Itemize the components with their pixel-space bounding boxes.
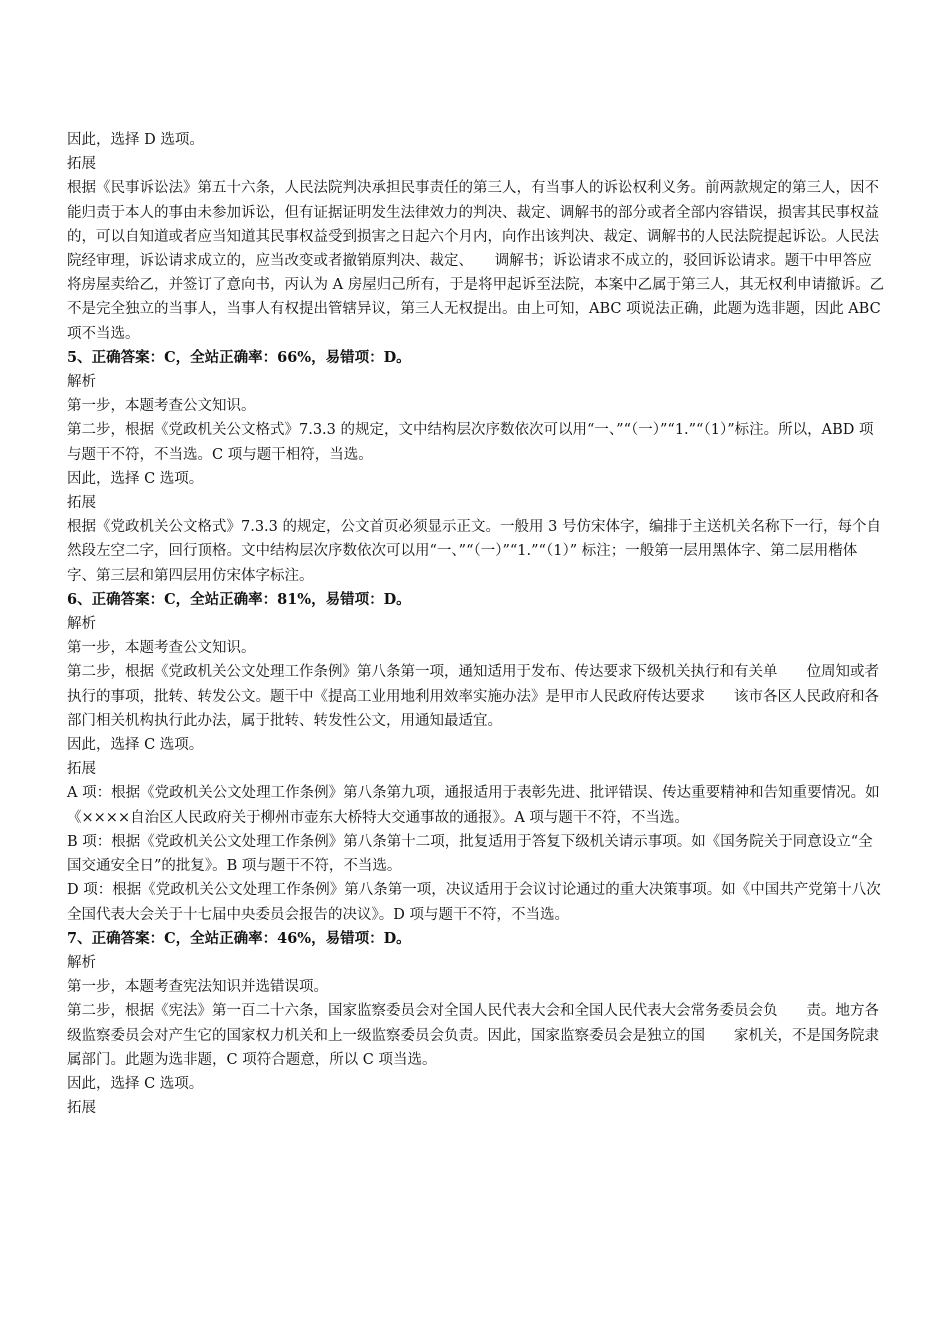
q7-analysis-label: 解析 [67,954,96,971]
section4-extension-label: 拓展 [67,156,96,173]
q6-step1: 第一步，本题考查公文知识。 [67,640,256,657]
q7-step1: 第一步，本题考查宪法知识并选错误项。 [67,979,328,996]
q6-answer-header: 6、正确答案：C，全站正确率：81%，易错项：D。 [67,590,411,608]
q6-conclusion: 因此，选择 C 选项。 [67,737,204,754]
q5-conclusion: 因此，选择 C 选项。 [67,470,204,487]
q6-extension-a: A 项：根据《党政机关公文处理工作条例》第八条第九项，通报适用于表彰先进、批评错误、传达重要精神和告知重要情况。如《××××自治区人民政府关于柳州市壶东大桥特大交通事故的通报》。A 项与题干不符，不当选。 [67,785,880,826]
q7-conclusion: 因此，选择 C 选项。 [67,1075,204,1092]
section4-conclusion: 因此，选择 D 选项。 [67,132,204,148]
q7-extension-label: 拓展 [67,1100,96,1117]
q5-analysis-label: 解析 [67,374,96,391]
q5-extension-text: 根据《党政机关公文格式》7.3.3 的规定，公文首页必须显示正文。一般用 3 号仿宋体字，编排于主送机关名称下一行，每个自然段左空二字，回行顶格。文中结构层次序数依次可以用“一、”“（一）”“1.”“（1）” 标注；一般第一层用黑体字、第二层用楷体字、第三层和第四层用仿宋体字标注。 [67,519,881,584]
q6-analysis-label: 解析 [67,616,96,633]
q7-answer-header: 7、正确答案：C，全站正确率：46%，易错项：D。 [67,929,411,947]
q7-step2: 第二步，根据《宪法》第一百二十六条，国家监察委员会对全国人民代表大会和全国人民代表大会常务委员会负 责。地方各级监察委员会对产生它的国家权力机关和上一级监察委员会负责。因此，国家监察委员会是独立的国 家机关，不是国务院隶属部门。此题为选非题，C 项符合题意，所以 C 项当选。 [67,1003,879,1068]
q5-extension-label: 拓展 [67,495,96,512]
q5-step2: 第二步，根据《党政机关公文格式》7.3.3 的规定，文中结构层次序数依次可以用“一、”“（一）”“1.”“（1）”标注。所以，ABD 项与题干不符，不当选。C 项与题干相符，当选。 [67,422,874,463]
document-page [67,128,885,1120]
q5-step1: 第一步，本题考查公文知识。 [67,398,256,415]
section4-extension-text: 根据《民事诉讼法》第五十六条，人民法院判决承担民事责任的第三人，有当事人的诉讼权利义务。前两款规定的第三人，因不能归责于本人的事由未参加诉讼，但有证据证明发生法律效力的判决、裁定、调解书的部分或者全部内容错误，损害其民事权益的，可以自知道或者应当知道其民事权益受到损害之日起六个月内，向作出该判决、裁定、调解书的人民法院提起诉讼。人民法院经审理，诉讼请求成立的，应当改变或者撤销原判决、裁定、 调解书；诉讼请求不成立的，驳回诉讼请求。题干中甲答应将房屋卖给乙，并签订了意向书，丙认为 A 房屋归己所有，于是将甲起诉至法院，本案中乙属于第三人，其无权利申请撤诉。乙不是完全独立的当事人，当事人有权提出管辖异议，第三人无权提出。由上可知，ABC 项说法正确，此题为选非题，因此 ABC 项不当选。 [67,180,885,342]
q6-step2: 第二步，根据《党政机关公文处理工作条例》第八条第一项，通知适用于发布、传达要求下级机关执行和有关单 位周知或者执行的事项，批转、转发公文。题干中《提高工业用地利用效率实施办法》是甲市人民政府传达要求 该市各区人民政府和各部门相关机构执行此办法，属于批转、转发性公文，用通知最适宜。 [67,664,879,729]
q5-answer-header: 5、正确答案：C，全站正确率：66%，易错项：D。 [67,348,411,366]
q6-extension-d: D 项：根据《党政机关公文处理工作条例》第八条第一项，决议适用于会议讨论通过的重大决策事项。如《中国共产党第十八次全国代表大会关于十七届中央委员会报告的决议》。D 项与题干不符，不当选。 [67,882,881,923]
q6-extension-b: B 项：根据《党政机关公文处理工作条例》第八条第十二项，批复适用于答复下级机关请示事项。如《国务院关于同意设立“全国交通安全日”的批复》。B 项与题干不符，不当选。 [67,833,873,875]
q6-extension-label: 拓展 [67,761,96,778]
